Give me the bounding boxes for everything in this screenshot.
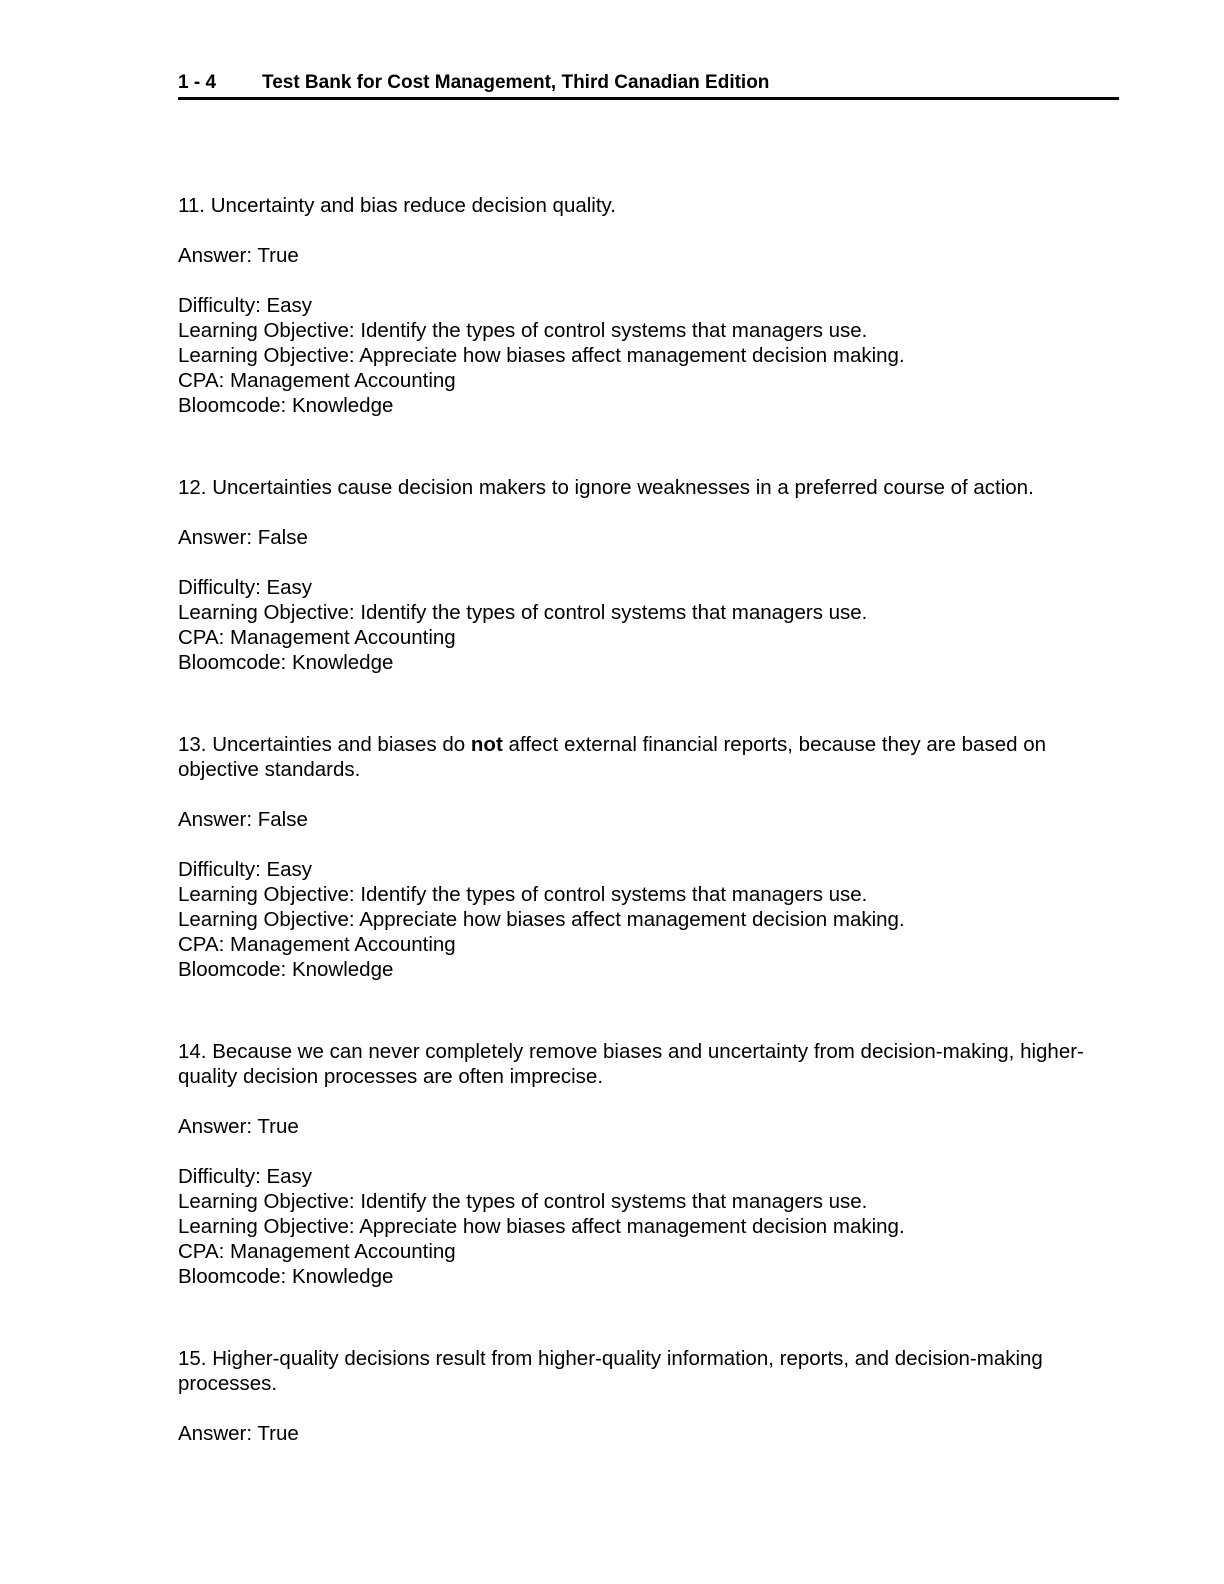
page-header [178,70,1119,100]
learning-objective: Learning Objective: Appreciate how biases affect management decision making. [178,344,905,367]
question-number: 11. [178,194,205,217]
learning-objective: Learning Objective: Identify the types of control systems that managers use. [178,1190,868,1213]
learning-objective: Learning Objective: Identify the types of control systems that managers use. [178,601,868,624]
question-14 [178,1039,1113,1289]
learning-objective: Learning Objective: Identify the types of control systems that managers use. [178,319,868,342]
question-number: 13. [178,733,207,756]
difficulty: Difficulty: Easy [178,294,313,317]
question-list [178,193,1113,1503]
question-text: 13. Uncertainties and biases do not affect external financial reports, because they are based on objective standards. [178,733,1046,781]
cpa-competency: CPA: Management Accounting [178,1240,456,1263]
question-text: 11. Uncertainty and bias reduce decision quality. [178,194,616,217]
question-number: 14. [178,1040,207,1063]
answer: Answer: True [178,1422,299,1445]
bloomcode: Bloomcode: Knowledge [178,1265,394,1288]
question-12 [178,475,1113,675]
question-text: 12. Uncertainties cause decision makers to ignore weaknesses in a preferred course of action. [178,476,1034,499]
question-number: 15. [178,1347,207,1370]
answer: Answer: True [178,1115,299,1138]
question-text: 14. Because we can never completely remove biases and uncertainty from decision-making, higher-quality decision processes are often imprecise. [178,1040,1084,1088]
cpa-competency: CPA: Management Accounting [178,369,456,392]
bloomcode: Bloomcode: Knowledge [178,651,394,674]
difficulty: Difficulty: Easy [178,576,313,599]
page-number: 1 - 4 [178,72,217,93]
question-13 [178,732,1113,982]
learning-objective: Learning Objective: Appreciate how biases affect management decision making. [178,1215,905,1238]
question-number: 12. [178,476,207,499]
learning-objective: Learning Objective: Appreciate how biases affect management decision making. [178,908,905,931]
cpa-competency: CPA: Management Accounting [178,933,456,956]
difficulty: Difficulty: Easy [178,858,313,881]
bloomcode: Bloomcode: Knowledge [178,958,394,981]
book-title: Test Bank for Cost Management, Third Canadian Edition [262,72,770,93]
question-15 [178,1346,1113,1446]
learning-objective: Learning Objective: Identify the types of control systems that managers use. [178,883,868,906]
emphasis-not: not [470,733,503,756]
answer: Answer: True [178,244,299,267]
question-11 [178,193,1113,418]
answer: Answer: False [178,808,308,831]
difficulty: Difficulty: Easy [178,1165,313,1188]
cpa-competency: CPA: Management Accounting [178,626,456,649]
bloomcode: Bloomcode: Knowledge [178,394,394,417]
question-text: 15. Higher-quality decisions result from higher-quality information, reports, and decision-making processes. [178,1347,1043,1395]
answer: Answer: False [178,526,308,549]
